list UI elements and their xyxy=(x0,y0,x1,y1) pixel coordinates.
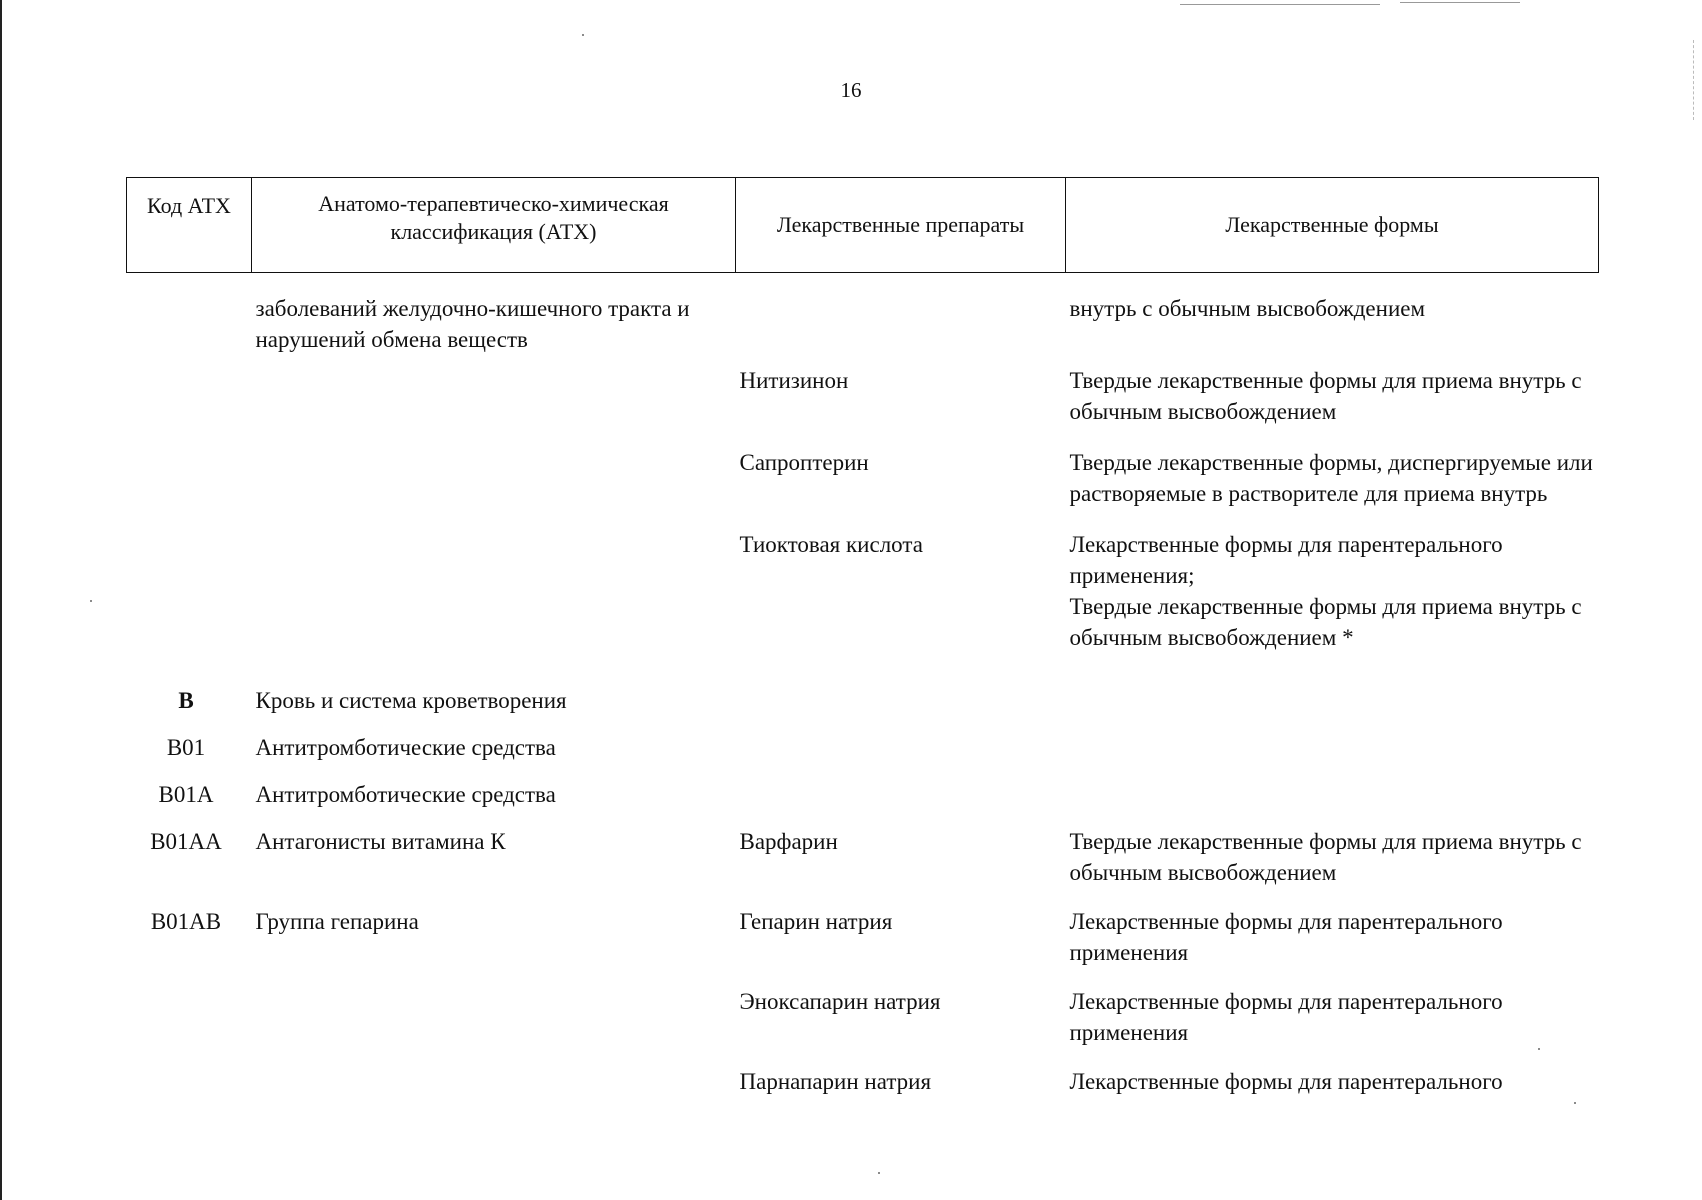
drug-name-cell: Эноксапарин натрия xyxy=(739,989,941,1014)
dosage-form-text: Лекарственные формы для парентерального применения; xyxy=(1069,532,1503,588)
atc-classification-cell xyxy=(252,982,736,1062)
dosage-forms-cell xyxy=(1066,273,1599,362)
dosage-forms-cell xyxy=(1066,722,1599,769)
table-row xyxy=(127,273,1599,362)
atc-code-cell xyxy=(127,441,252,523)
scan-speck xyxy=(582,34,584,36)
dosage-forms-cell xyxy=(1066,523,1599,667)
scan-speck xyxy=(878,1172,880,1174)
drug-name-cell xyxy=(736,769,1066,816)
dosage-forms-cell xyxy=(1066,361,1599,441)
dosage-form-text: Твердые лекарственные формы, диспергируемые или растворяемые в растворителе для приема внутрь xyxy=(1069,450,1593,506)
scan-speck xyxy=(90,600,92,602)
drug-name-cell: Гепарин натрия xyxy=(739,909,893,934)
atc-code-cell: B01A xyxy=(158,782,214,807)
header-forms: Лекарственные формы xyxy=(1066,178,1599,273)
dosage-forms-cell xyxy=(1066,441,1599,523)
atc-code-cell: B xyxy=(178,688,194,713)
table-row xyxy=(127,722,1599,769)
atc-classification-cell xyxy=(252,361,736,441)
table-row xyxy=(127,816,1599,902)
dosage-form-text: Лекарственные формы для парентерального применения xyxy=(1069,909,1503,965)
drug-name-cell: Нитизинон xyxy=(739,368,849,393)
atc-code-cell xyxy=(127,273,252,362)
atc-code-cell xyxy=(127,523,252,667)
dosage-form-text: Твердые лекарственные формы для приема внутрь с обычным высвобождением * xyxy=(1069,594,1582,650)
dosage-forms-cell xyxy=(1066,769,1599,816)
atc-classification-cell: Антитромботические средства xyxy=(255,735,556,760)
table-row xyxy=(127,902,1599,982)
atc-classification-cell xyxy=(252,523,736,667)
table-row xyxy=(127,441,1599,523)
dosage-forms-cell xyxy=(1066,982,1599,1062)
table-row xyxy=(127,523,1599,667)
page-number: 16 xyxy=(840,78,862,102)
drug-name-cell xyxy=(736,667,1066,722)
table-header-row xyxy=(127,178,1599,273)
scan-speck xyxy=(1574,1102,1576,1104)
scan-artifact-line xyxy=(1180,4,1380,5)
table-body xyxy=(127,273,1599,1102)
dosage-form-text: Лекарственные формы для парентерального применения xyxy=(1069,989,1503,1045)
dosage-forms-cell xyxy=(1066,816,1599,902)
drug-name-cell: Парнапарин натрия xyxy=(739,1069,932,1094)
table-row xyxy=(127,769,1599,816)
dosage-form-text: Твердые лекарственные формы для приема внутрь с обычным высвобождением xyxy=(1069,368,1582,424)
table-row xyxy=(127,1062,1599,1101)
scan-artifact-line xyxy=(1400,2,1520,3)
dosage-form-text: Лекарственные формы для парентерального xyxy=(1069,1069,1503,1094)
dosage-form-text: внутрь с обычным высвобождением xyxy=(1069,296,1426,321)
atc-classification-cell xyxy=(252,441,736,523)
atc-classification-cell xyxy=(252,1062,736,1101)
atc-table xyxy=(126,177,1599,1101)
atc-code-cell xyxy=(127,1062,252,1101)
atc-code-cell: B01AB xyxy=(150,909,222,934)
drug-name-cell xyxy=(736,722,1066,769)
atc-classification-cell: Кровь и система кроветворения xyxy=(255,688,567,713)
drug-name-cell xyxy=(736,273,1066,362)
atc-classification-cell: Антитромботические средства xyxy=(255,782,556,807)
atc-code-cell: B01AA xyxy=(150,829,222,854)
atc-code-cell xyxy=(127,982,252,1062)
dosage-form-text: Твердые лекарственные формы для приема внутрь с обычным высвобождением xyxy=(1069,829,1582,885)
dosage-forms-cell xyxy=(1066,667,1599,722)
atc-classification-cell: Антагонисты витамина К xyxy=(255,829,506,854)
drug-name-cell: Тиоктовая кислота xyxy=(739,532,923,557)
drug-name-cell: Варфарин xyxy=(739,829,838,854)
table-row xyxy=(127,982,1599,1062)
scan-edge xyxy=(0,0,2,1200)
table-row xyxy=(127,667,1599,722)
atc-classification-cell: Группа гепарина xyxy=(255,909,419,934)
dosage-forms-cell xyxy=(1066,1062,1599,1101)
table-row xyxy=(127,361,1599,441)
header-classification: Анатомо-терапевтическо-химическая классификация (АТХ) xyxy=(252,178,736,273)
dosage-forms-cell xyxy=(1066,902,1599,982)
atc-classification-cell: заболеваний желудочно-кишечного тракта и нарушений обмена веществ xyxy=(255,296,690,352)
header-code: Код АТХ xyxy=(127,178,252,273)
atc-code-cell: B01 xyxy=(166,735,206,760)
atc-code-cell xyxy=(127,361,252,441)
header-drugs: Лекарственные препараты xyxy=(736,178,1066,273)
drug-name-cell: Сапроптерин xyxy=(739,450,869,475)
